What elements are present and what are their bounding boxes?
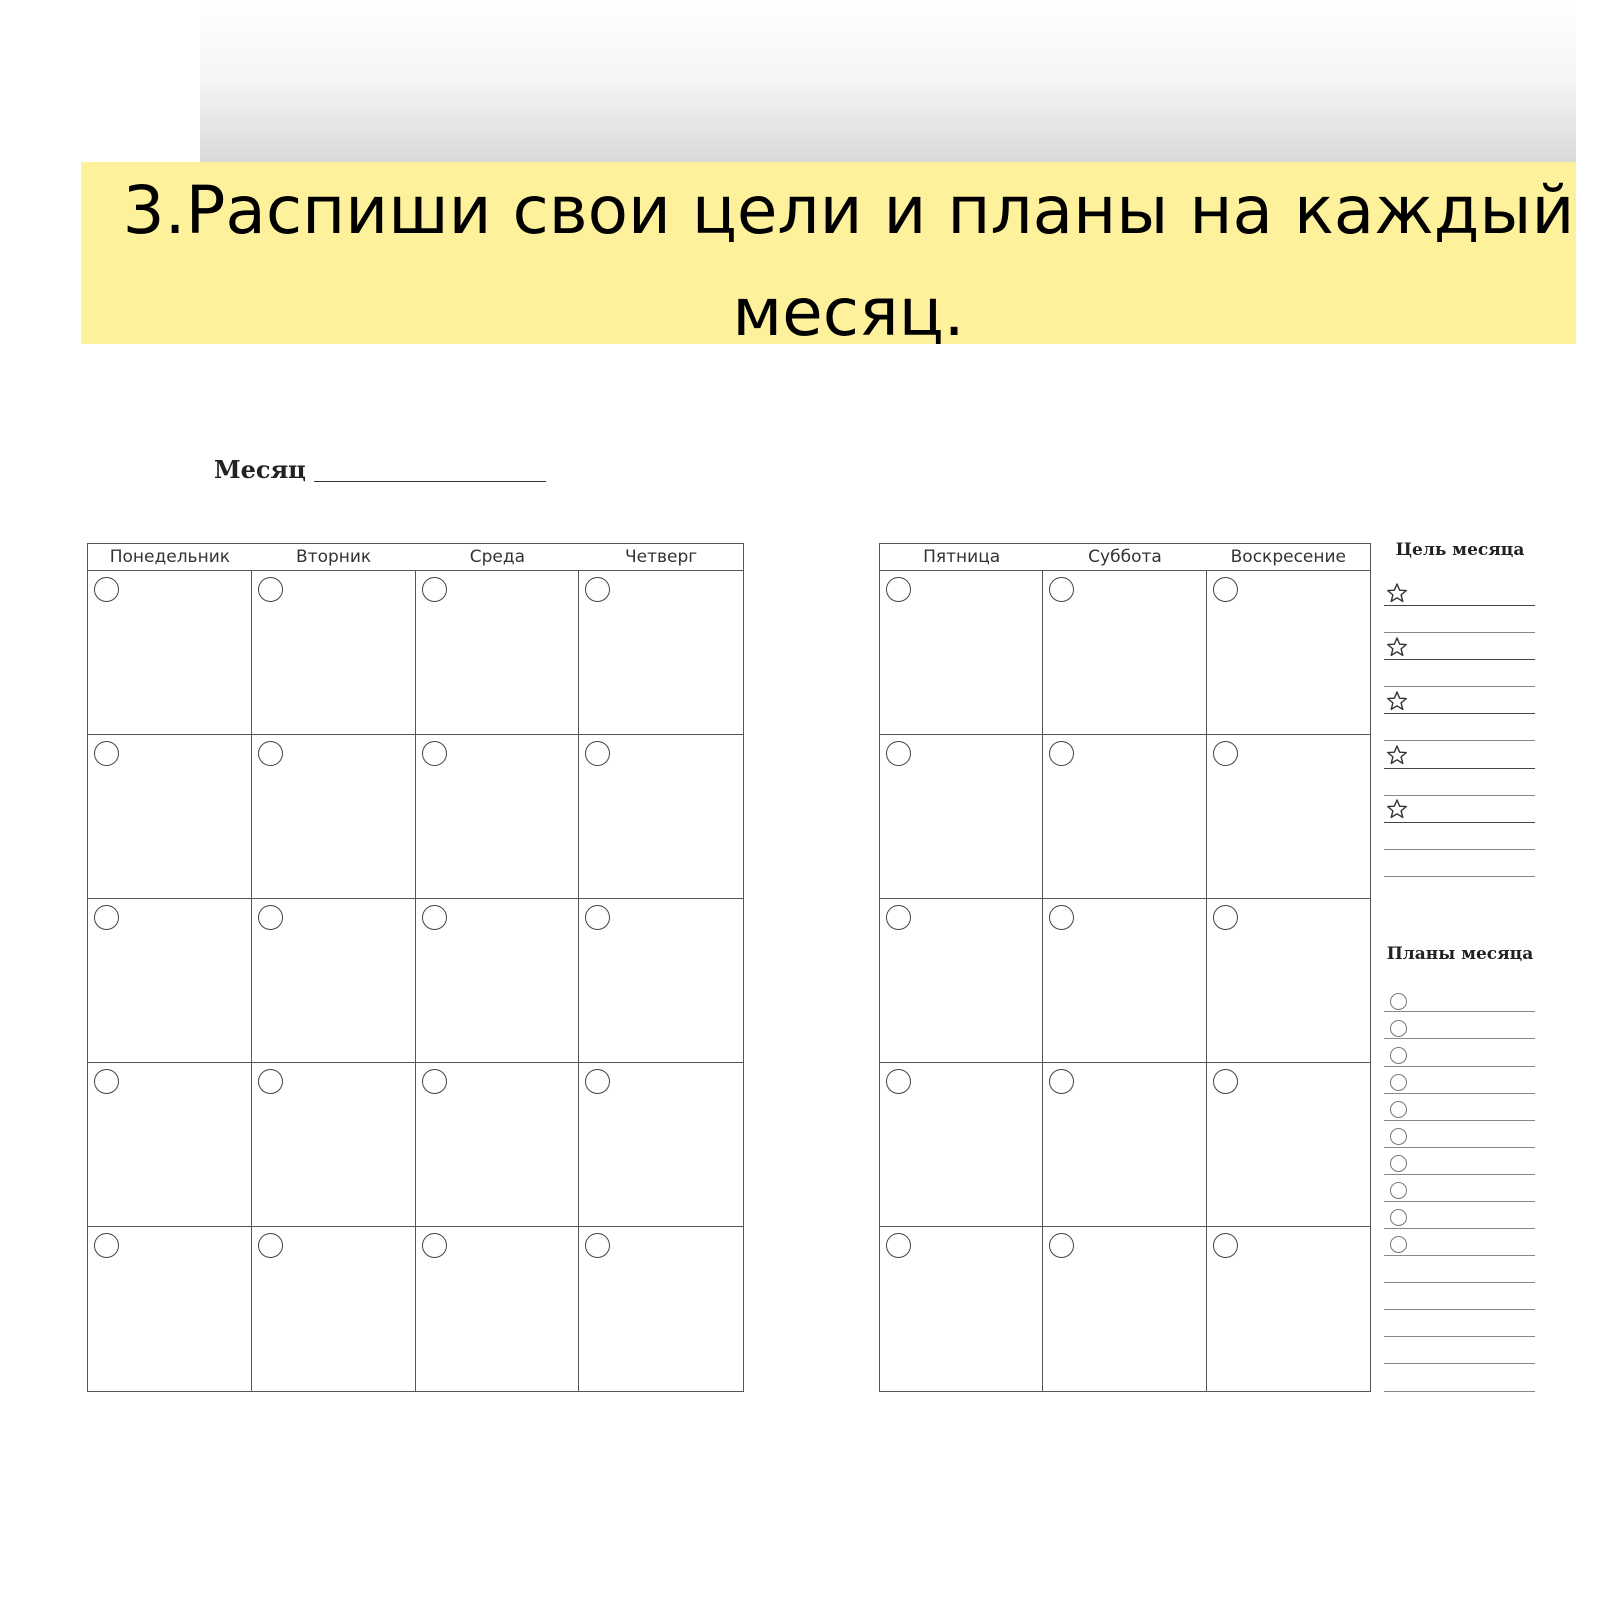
goal-line[interactable] bbox=[1384, 659, 1535, 660]
date-circle-icon[interactable] bbox=[585, 577, 610, 602]
day-cell[interactable] bbox=[416, 1227, 580, 1391]
weekday-friday: Пятница bbox=[923, 547, 1001, 567]
circle-checkbox-icon[interactable] bbox=[1390, 1074, 1407, 1091]
plan-line[interactable] bbox=[1384, 1120, 1535, 1121]
month-label: Месяц bbox=[214, 455, 306, 484]
page-title: 3.Распиши свои цели и планы на каждый месяц. bbox=[122, 172, 1575, 351]
goal-line[interactable] bbox=[1384, 686, 1535, 687]
goal-line[interactable] bbox=[1384, 605, 1535, 606]
circle-checkbox-icon[interactable] bbox=[1390, 1209, 1407, 1226]
date-circle-icon[interactable] bbox=[422, 905, 447, 930]
circle-checkbox-icon[interactable] bbox=[1390, 993, 1407, 1010]
day-cell[interactable] bbox=[880, 1063, 1043, 1227]
date-circle-icon[interactable] bbox=[258, 577, 283, 602]
calendar-grid-left bbox=[87, 543, 744, 1392]
date-circle-icon[interactable] bbox=[258, 905, 283, 930]
date-circle-icon[interactable] bbox=[1213, 577, 1238, 602]
goal-line[interactable] bbox=[1384, 740, 1535, 741]
date-circle-icon[interactable] bbox=[1049, 741, 1074, 766]
day-cell[interactable] bbox=[416, 1063, 580, 1227]
date-circle-icon[interactable] bbox=[94, 905, 119, 930]
day-cell[interactable] bbox=[579, 1227, 743, 1391]
weekday-tuesday: Вторник bbox=[296, 547, 372, 567]
plan-line[interactable] bbox=[1384, 1038, 1535, 1039]
circle-checkbox-icon[interactable] bbox=[1390, 1236, 1407, 1253]
date-circle-icon[interactable] bbox=[258, 741, 283, 766]
plan-line[interactable] bbox=[1384, 1011, 1535, 1012]
day-cell[interactable] bbox=[416, 571, 580, 735]
day-cell[interactable] bbox=[252, 735, 416, 899]
day-cell[interactable] bbox=[1207, 1063, 1370, 1227]
circle-checkbox-icon[interactable] bbox=[1390, 1182, 1407, 1199]
weekday-thursday: Четверг bbox=[625, 547, 698, 567]
date-circle-icon[interactable] bbox=[1049, 1069, 1074, 1094]
day-cell[interactable] bbox=[1043, 571, 1206, 735]
day-cell[interactable] bbox=[579, 571, 743, 735]
star-icon bbox=[1386, 582, 1408, 604]
day-cell[interactable] bbox=[579, 899, 743, 1063]
plan-line[interactable] bbox=[1384, 1363, 1535, 1364]
goal-line[interactable] bbox=[1384, 768, 1535, 769]
goal-line[interactable] bbox=[1384, 713, 1535, 714]
date-circle-icon[interactable] bbox=[94, 1233, 119, 1258]
weekday-saturday: Суббота bbox=[1088, 547, 1162, 567]
plan-line[interactable] bbox=[1384, 1391, 1535, 1392]
date-circle-icon[interactable] bbox=[422, 577, 447, 602]
date-circle-icon[interactable] bbox=[886, 905, 911, 930]
day-cell[interactable] bbox=[1043, 1063, 1206, 1227]
day-cell[interactable] bbox=[88, 571, 252, 735]
date-circle-icon[interactable] bbox=[886, 1069, 911, 1094]
date-circle-icon[interactable] bbox=[1213, 905, 1238, 930]
day-cell[interactable] bbox=[1043, 1227, 1206, 1391]
goal-line[interactable] bbox=[1384, 795, 1535, 796]
date-circle-icon[interactable] bbox=[422, 1069, 447, 1094]
date-circle-icon[interactable] bbox=[1049, 577, 1074, 602]
date-circle-icon[interactable] bbox=[886, 1233, 911, 1258]
weekday-wednesday: Среда bbox=[469, 547, 526, 567]
day-cell[interactable] bbox=[1207, 899, 1370, 1063]
day-cell[interactable] bbox=[1207, 1227, 1370, 1391]
day-cell[interactable] bbox=[880, 735, 1043, 899]
goal-line[interactable] bbox=[1384, 632, 1535, 633]
day-cell[interactable] bbox=[416, 735, 580, 899]
date-circle-icon[interactable] bbox=[886, 577, 911, 602]
star-icon bbox=[1386, 690, 1408, 712]
weekday-header-right bbox=[880, 544, 1370, 571]
date-circle-icon[interactable] bbox=[1049, 905, 1074, 930]
circle-checkbox-icon[interactable] bbox=[1390, 1101, 1407, 1118]
date-circle-icon[interactable] bbox=[258, 1233, 283, 1258]
date-circle-icon[interactable] bbox=[1213, 1233, 1238, 1258]
day-cell[interactable] bbox=[880, 1227, 1043, 1391]
plan-line[interactable] bbox=[1384, 1255, 1535, 1256]
plans-title: Планы месяца bbox=[1386, 944, 1534, 964]
plan-line[interactable] bbox=[1384, 1336, 1535, 1337]
star-icon bbox=[1386, 636, 1408, 658]
calendar-body-right bbox=[880, 571, 1370, 1391]
day-cell[interactable] bbox=[252, 1227, 416, 1391]
day-cell[interactable] bbox=[88, 1227, 252, 1391]
date-circle-icon[interactable] bbox=[94, 577, 119, 602]
date-circle-icon[interactable] bbox=[422, 1233, 447, 1258]
date-circle-icon[interactable] bbox=[585, 905, 610, 930]
date-circle-icon[interactable] bbox=[585, 1233, 610, 1258]
goal-line[interactable] bbox=[1384, 849, 1535, 850]
weekday-header-left bbox=[88, 544, 743, 571]
day-cell[interactable] bbox=[88, 735, 252, 899]
calendar-body-left bbox=[88, 571, 743, 1391]
plan-line[interactable] bbox=[1384, 1147, 1535, 1148]
plan-line[interactable] bbox=[1384, 1174, 1535, 1175]
circle-checkbox-icon[interactable] bbox=[1390, 1047, 1407, 1064]
day-cell[interactable] bbox=[252, 571, 416, 735]
star-icon bbox=[1386, 798, 1408, 820]
plan-line[interactable] bbox=[1384, 1309, 1535, 1310]
goal-line[interactable] bbox=[1384, 876, 1535, 877]
weekday-sunday: Воскресение bbox=[1230, 547, 1346, 567]
plan-line[interactable] bbox=[1384, 1228, 1535, 1229]
day-cell[interactable] bbox=[1207, 735, 1370, 899]
goals-title: Цель месяца bbox=[1395, 540, 1525, 560]
plan-line[interactable] bbox=[1384, 1282, 1535, 1283]
day-cell[interactable] bbox=[88, 1063, 252, 1227]
day-cell[interactable] bbox=[416, 899, 580, 1063]
day-cell[interactable] bbox=[880, 899, 1043, 1063]
date-circle-icon[interactable] bbox=[585, 741, 610, 766]
month-input-line[interactable] bbox=[314, 481, 546, 482]
circle-checkbox-icon[interactable] bbox=[1390, 1128, 1407, 1145]
star-icon bbox=[1386, 744, 1408, 766]
day-cell[interactable] bbox=[88, 899, 252, 1063]
plan-line[interactable] bbox=[1384, 1066, 1535, 1067]
day-cell[interactable] bbox=[880, 571, 1043, 735]
day-cell[interactable] bbox=[579, 1063, 743, 1227]
plan-line[interactable] bbox=[1384, 1093, 1535, 1094]
date-circle-icon[interactable] bbox=[1213, 741, 1238, 766]
date-circle-icon[interactable] bbox=[258, 1069, 283, 1094]
day-cell[interactable] bbox=[1043, 735, 1206, 899]
date-circle-icon[interactable] bbox=[1049, 1233, 1074, 1258]
goal-line[interactable] bbox=[1384, 822, 1535, 823]
calendar-grid-right bbox=[879, 543, 1371, 1392]
circle-checkbox-icon[interactable] bbox=[1390, 1155, 1407, 1172]
date-circle-icon[interactable] bbox=[886, 741, 911, 766]
date-circle-icon[interactable] bbox=[585, 1069, 610, 1094]
weekday-monday: Понедельник bbox=[109, 547, 231, 567]
date-circle-icon[interactable] bbox=[94, 741, 119, 766]
day-cell[interactable] bbox=[252, 1063, 416, 1227]
day-cell[interactable] bbox=[579, 735, 743, 899]
date-circle-icon[interactable] bbox=[94, 1069, 119, 1094]
plan-line[interactable] bbox=[1384, 1201, 1535, 1202]
day-cell[interactable] bbox=[252, 899, 416, 1063]
top-shadow bbox=[200, 0, 1576, 162]
date-circle-icon[interactable] bbox=[422, 741, 447, 766]
day-cell[interactable] bbox=[1043, 899, 1206, 1063]
day-cell[interactable] bbox=[1207, 571, 1370, 735]
date-circle-icon[interactable] bbox=[1213, 1069, 1238, 1094]
circle-checkbox-icon[interactable] bbox=[1390, 1020, 1407, 1037]
